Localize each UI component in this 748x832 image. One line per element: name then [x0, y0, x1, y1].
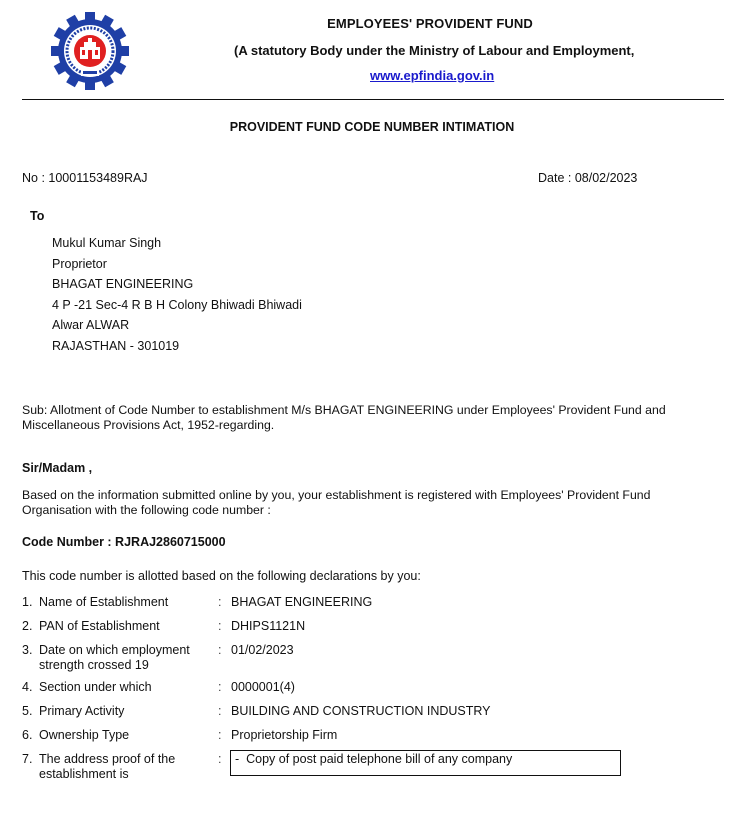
- recipient-address-line-2: Alwar ALWAR: [52, 318, 130, 333]
- declaration-value: BHAGAT ENGINEERING: [231, 595, 373, 609]
- declaration-colon: :: [218, 643, 222, 657]
- salutation: Sir/Madam ,: [22, 461, 93, 475]
- code-number: Code Number : RJRAJ2860715000: [22, 535, 226, 549]
- declaration-value: 01/02/2023: [231, 643, 294, 657]
- address-proof-value: - Copy of post paid telephone bill of any company: [235, 752, 513, 766]
- declaration-number: 7.: [22, 752, 33, 766]
- declaration-number: 2.: [22, 619, 33, 633]
- declaration-value: Proprietorship Firm: [231, 728, 338, 742]
- declaration-label: Ownership Type: [39, 728, 130, 742]
- intro-paragraph: Based on the information submitted online by you, your establishment is registered with Employees' Provident Fund Organisation with the following code number :: [22, 488, 651, 517]
- declaration-label: Section under which: [39, 680, 152, 694]
- declaration-label: PAN of Establishment: [39, 619, 160, 633]
- declarations-intro: This code number is allotted based on the following declarations by you:: [22, 569, 421, 583]
- declaration-label: Primary Activity: [39, 704, 125, 718]
- recipient-state-pincode: RAJASTHAN - 301019: [52, 338, 180, 353]
- subject-line: Sub: Allotment of Code Number to establishment M/s BHAGAT ENGINEERING under Employees' Provident Fund and Miscellaneous Provisions Act, 1952-regarding.: [22, 403, 666, 432]
- declaration-label: Name of Establishment: [39, 595, 169, 609]
- org-subtitle: (A statutory Body under the Ministry of Labour and Employment,: [234, 43, 635, 58]
- declaration-colon: :: [218, 752, 222, 766]
- address-proof-box: [230, 750, 621, 776]
- recipient-name: Mukul Kumar Singh: [52, 236, 162, 250]
- declaration-value: 0000001(4): [231, 680, 295, 694]
- declaration-colon: :: [218, 619, 222, 633]
- document-title: PROVIDENT FUND CODE NUMBER INTIMATION: [229, 120, 515, 134]
- declaration-number: 1.: [22, 595, 33, 609]
- org-name: EMPLOYEES' PROVIDENT FUND: [327, 16, 533, 31]
- header-divider: [22, 99, 724, 100]
- recipient-establishment: BHAGAT ENGINEERING: [52, 277, 194, 292]
- declaration-number: 3.: [22, 643, 33, 657]
- declaration-colon: :: [218, 595, 222, 609]
- declaration-colon: :: [218, 704, 222, 718]
- declaration-number: 6.: [22, 728, 33, 742]
- declaration-label: Date on which employment strength crossed 19: [39, 643, 190, 672]
- declaration-colon: :: [218, 728, 222, 742]
- recipient-address-line-1: 4 P -21 Sec-4 R B H Colony Bhiwadi Bhiwadi: [52, 297, 302, 312]
- declaration-colon: :: [218, 680, 222, 694]
- recipient-address: [52, 233, 302, 357]
- document-date: Date : 08/02/2023: [538, 171, 638, 185]
- recipient-designation: Proprietor: [52, 256, 107, 271]
- declaration-value: DHIPS1121N: [231, 619, 306, 633]
- to-label: To: [30, 209, 45, 223]
- declaration-number: 5.: [22, 704, 33, 718]
- reference-number: No : 10001153489RAJ: [22, 171, 148, 185]
- declaration-value: BUILDING AND CONSTRUCTION INDUSTRY: [231, 704, 491, 718]
- declaration-label: The address proof of the establishment is: [39, 752, 176, 781]
- declaration-number: 4.: [22, 680, 33, 694]
- website-link[interactable]: www.epfindia.gov.in: [370, 68, 495, 83]
